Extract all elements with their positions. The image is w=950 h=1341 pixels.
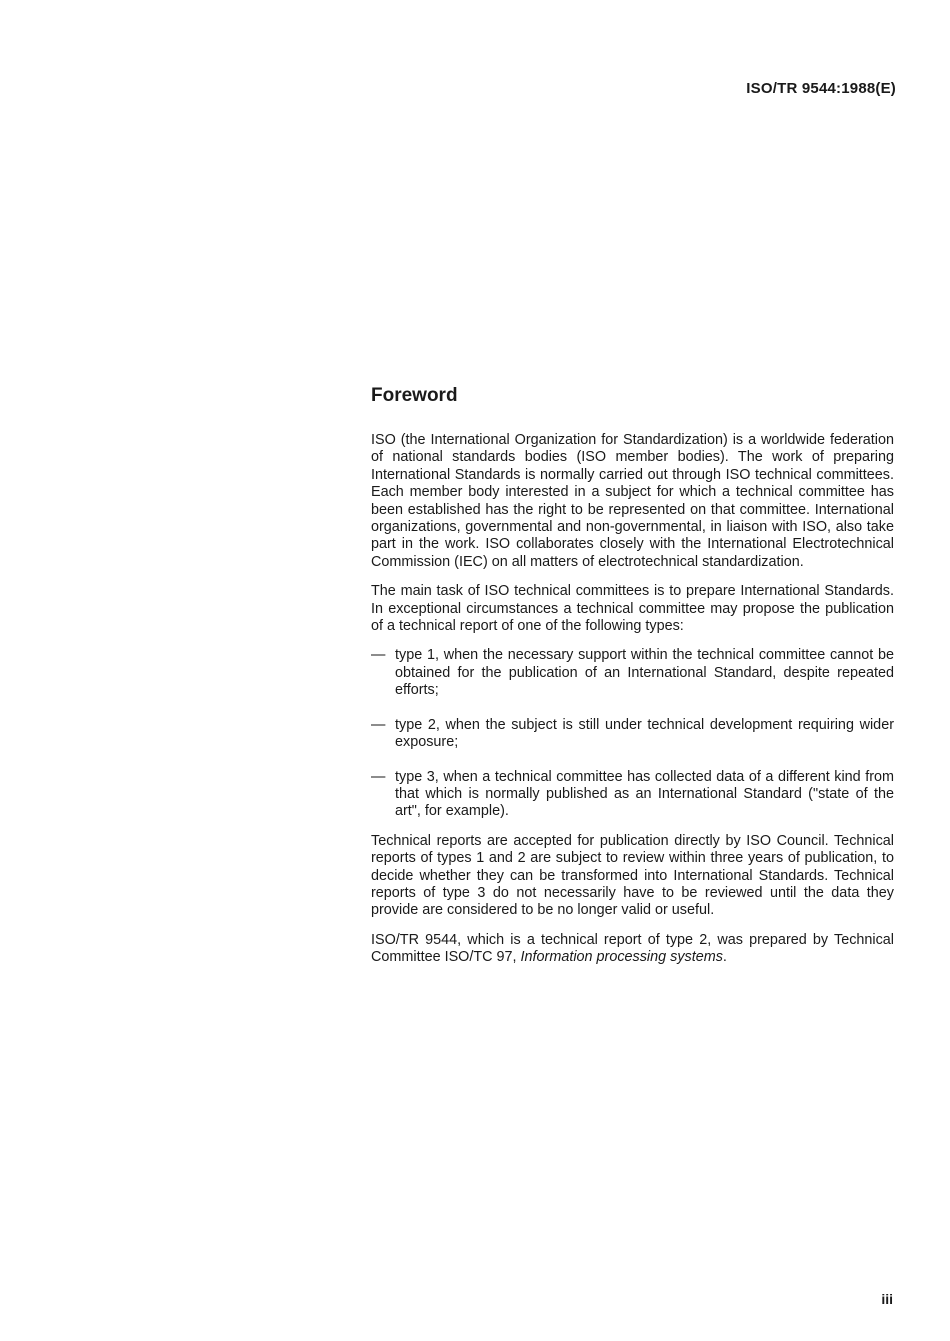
prepared-by-text: ISO/TR 9544, which is a technical report of type 2, was prepared by Technical Committee ISO/TC 97, xyxy=(371,931,894,966)
list-item xyxy=(371,717,894,752)
list-item-text: type 2, when the subject is still under technical development requiring wider exposure; xyxy=(395,716,894,751)
committee-title: Information processing systems xyxy=(520,949,723,966)
page-number: iii xyxy=(881,1291,893,1307)
list-dash: — xyxy=(371,716,386,733)
document-code: ISO/TR 9544:1988(E) xyxy=(746,80,896,97)
page-title: Foreword xyxy=(371,385,458,406)
list-item xyxy=(371,769,894,821)
list-item xyxy=(371,647,894,699)
list-dash: — xyxy=(371,647,386,664)
list-item-text: type 3, when a technical committee has collected data of a different kind from that which is normally published as an International Standard ("state of the art", for example). xyxy=(395,768,894,820)
list-dash: — xyxy=(371,768,386,785)
list-item-text: type 1, when the necessary support within the technical committee cannot be obtained for the publication of an International Standard, despite repeated efforts; xyxy=(395,647,894,699)
paragraph-iso-intro: ISO (the International Organization for Standardization) is a worldwide federation of national standards bodies (ISO member bodies). The work of preparing International Standards is normally carried out through ISO technical committees. Each member body interested in a subject for which a technical committee has been established has the right to be represented on that committee. International organizations, governmental and non-governmental, in liaison with ISO, also take part in the work. ISO collaborates closely with the International Electrotechnical Commission (IEC) on all matters of electrotechnical standardization. xyxy=(371,432,894,570)
paragraph-review: Technical reports are accepted for publication directly by ISO Council. Technical reports of types 1 and 2 are subject to review within three years of publication, to decide whether they can be transformed into International Standards. Technical reports of type 3 do not necessarily have to be reviewed until the data they provide are considered to be no longer valid or useful. xyxy=(371,832,894,919)
paragraph-main-task: The main task of ISO technical committees is to prepare International Standards. In exceptional circumstances a technical committee may propose the publication of a technical report of one of the following types: xyxy=(371,583,894,635)
prepared-by-end: . xyxy=(722,949,727,966)
report-types-list xyxy=(371,647,894,820)
foreword-section xyxy=(371,384,894,979)
paragraph-prepared-by xyxy=(371,932,894,967)
